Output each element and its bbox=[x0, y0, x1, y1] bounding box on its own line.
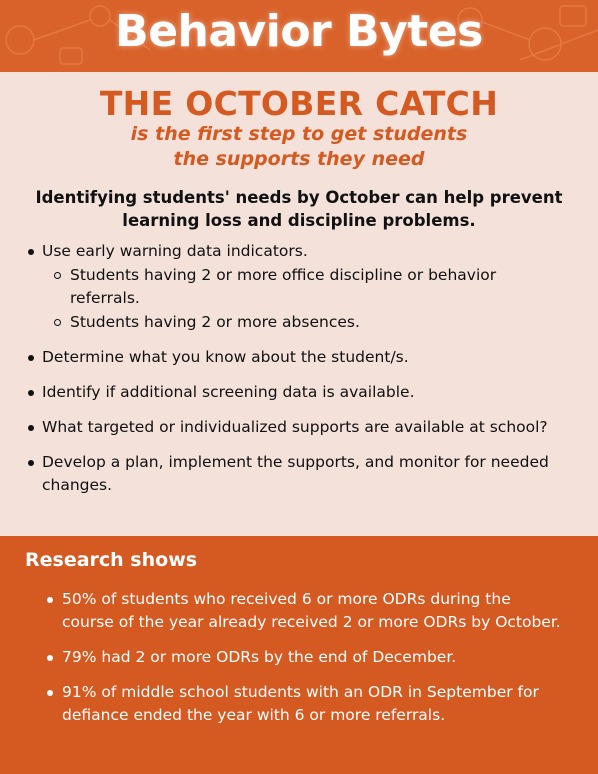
list-item: Determine what you know about the student/s. bbox=[22, 346, 562, 369]
list-item: Identify if additional screening data is available. bbox=[22, 381, 562, 404]
header-banner bbox=[0, 0, 598, 72]
list-item: What targeted or individualized supports are available at school? bbox=[22, 416, 562, 439]
list-item: Develop a plan, implement the supports, and monitor for needed changes. bbox=[22, 451, 562, 497]
research-title: Research shows bbox=[25, 549, 198, 571]
research-section bbox=[0, 536, 598, 774]
subtitle-line-1: is the first step to get students bbox=[130, 123, 468, 145]
sub-list-item: Students having 2 or more absences. bbox=[42, 311, 562, 334]
subtitle-line-2: the supports they need bbox=[173, 148, 425, 170]
research-list bbox=[44, 588, 564, 739]
sub-list-item: Students having 2 or more office discipline or behavior referrals. bbox=[42, 264, 562, 310]
research-item: 79% had 2 or more ODRs by the end of December. bbox=[44, 646, 564, 669]
steps-list bbox=[22, 240, 562, 509]
research-item: 50% of students who received 6 or more ODRs during the course of the year already received 2 or more ODRs by October. bbox=[44, 588, 564, 634]
list-item-text: Use early warning data indicators. bbox=[42, 242, 308, 260]
indicator-sublist bbox=[42, 264, 562, 334]
research-item: 91% of middle school students with an ODR in September for defiance ended the year with 6 or more referrals. bbox=[44, 681, 564, 727]
main-title: THE OCTOBER CATCH bbox=[99, 84, 499, 123]
main-section bbox=[0, 72, 598, 536]
subtitle bbox=[0, 122, 598, 172]
header-title: Behavior Bytes bbox=[115, 6, 483, 57]
list-item bbox=[22, 240, 562, 334]
lead-paragraph: Identifying students' needs by October can help prevent learning loss and discipline problems. bbox=[35, 188, 563, 230]
